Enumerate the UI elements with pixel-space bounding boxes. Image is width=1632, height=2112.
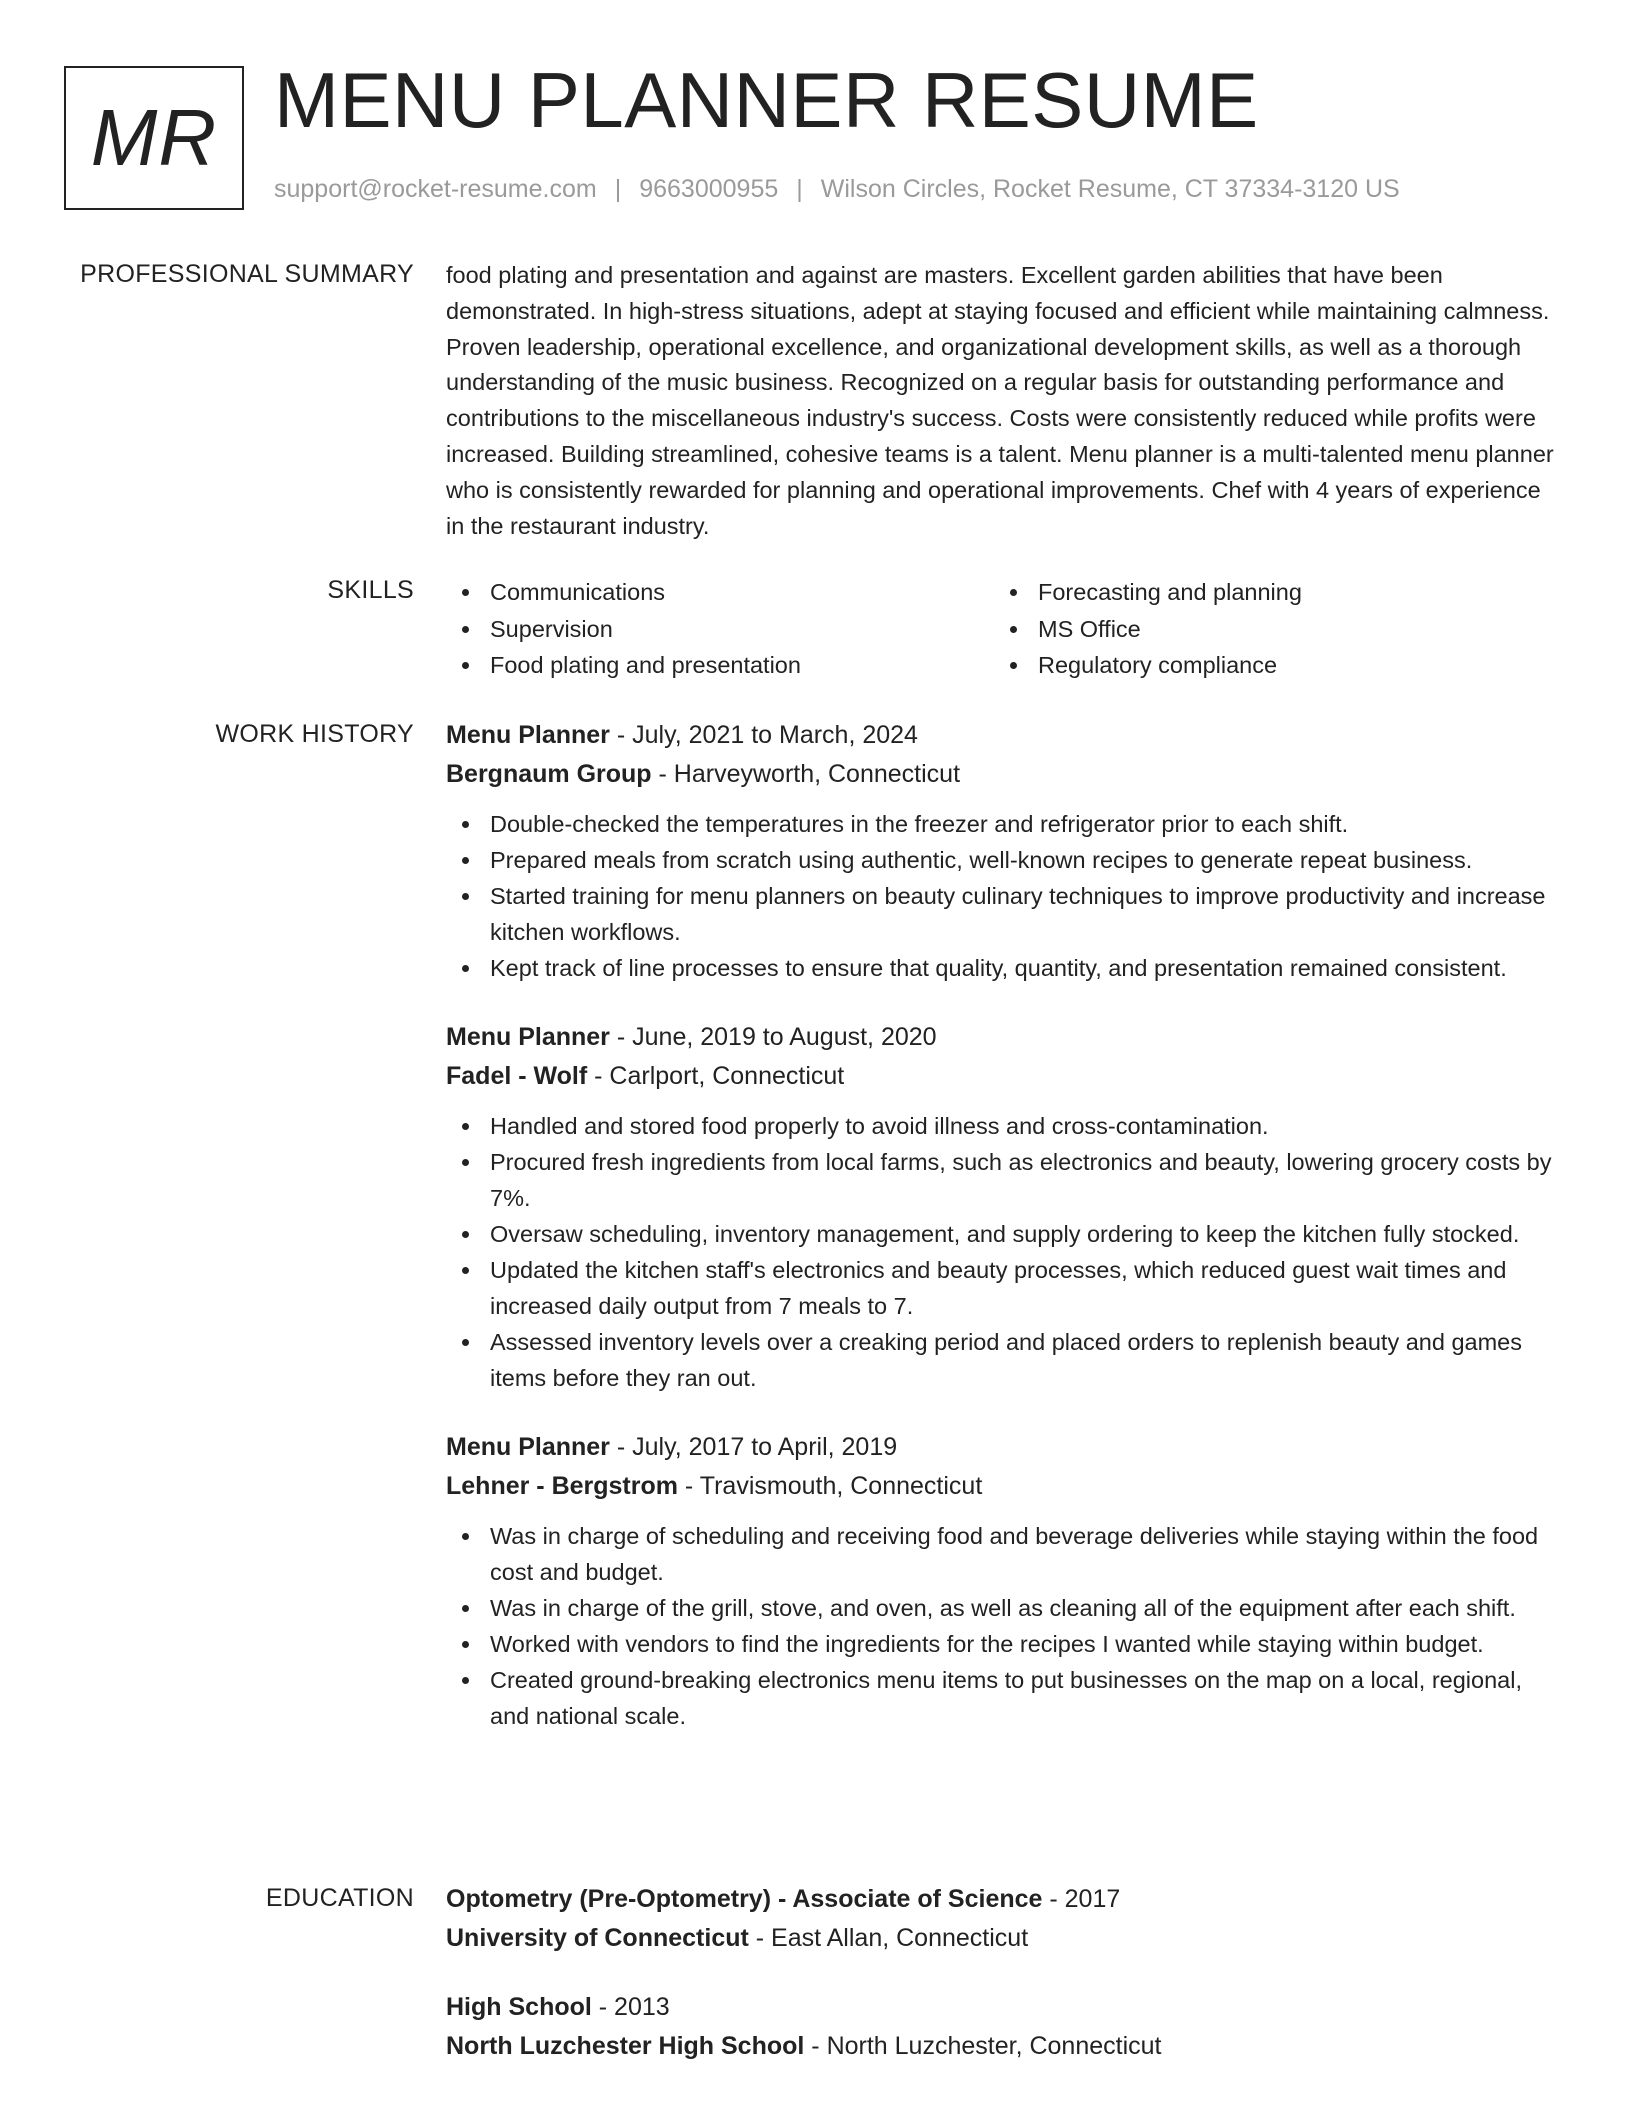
job-bullet: Started training for menu planners on beauty culinary techniques to improve productivity and increase kitchen workflows. bbox=[446, 878, 1556, 950]
contact-email[interactable]: support@rocket-resume.com bbox=[274, 175, 597, 203]
job-bullet: Double-checked the temperatures in the freezer and refrigerator prior to each shift. bbox=[446, 806, 1556, 842]
skill-item: Regulatory compliance bbox=[994, 647, 1542, 684]
education-school: North Luzchester High School bbox=[446, 2032, 805, 2060]
monogram-initials: MR bbox=[90, 93, 218, 182]
job-title: Menu Planner bbox=[446, 1433, 610, 1461]
education-list bbox=[446, 1880, 1556, 2096]
job-entry bbox=[446, 1428, 1556, 1734]
education-entry bbox=[446, 1880, 1556, 1958]
job-company-line bbox=[446, 755, 1556, 794]
skill-item: Forecasting and planning bbox=[994, 574, 1542, 611]
education-year: - 2017 bbox=[1042, 1885, 1121, 1913]
skills-heading: SKILLS bbox=[327, 576, 414, 604]
job-company-line bbox=[446, 1057, 1556, 1096]
monogram-box bbox=[64, 66, 244, 210]
job-bullet: Procured fresh ingredients from local farms, such as electronics and beauty, lowering grocery costs by 7%. bbox=[446, 1144, 1556, 1216]
job-entry bbox=[446, 1018, 1556, 1396]
work-history-heading: WORK HISTORY bbox=[215, 720, 414, 748]
job-dates: - July, 2017 to April, 2019 bbox=[609, 1433, 898, 1461]
skills-column-left bbox=[446, 574, 994, 684]
job-bullets bbox=[446, 1108, 1556, 1396]
job-title-line bbox=[446, 1018, 1556, 1057]
education-degree: High School bbox=[446, 1993, 592, 2021]
education-school-line bbox=[446, 1919, 1556, 1958]
skill-item: Supervision bbox=[446, 611, 994, 648]
job-company: Bergnaum Group bbox=[446, 760, 652, 788]
job-title-line bbox=[446, 716, 1556, 755]
education-location: - North Luzchester, Connecticut bbox=[804, 2032, 1162, 2060]
job-bullet: Worked with vendors to find the ingredients for the recipes I wanted while staying within budget. bbox=[446, 1626, 1556, 1662]
skills-list bbox=[446, 574, 1556, 684]
job-title: Menu Planner bbox=[446, 1023, 610, 1051]
education-location: - East Allan, Connecticut bbox=[748, 1924, 1029, 1952]
job-title: Menu Planner bbox=[446, 721, 610, 749]
job-company: Fadel - Wolf bbox=[446, 1062, 588, 1090]
education-degree-line bbox=[446, 1880, 1556, 1919]
job-bullet: Was in charge of the grill, stove, and oven, as well as cleaning all of the equipment after each shift. bbox=[446, 1590, 1556, 1626]
job-bullet: Created ground-breaking electronics menu items to put businesses on the map on a local, regional, and national scale. bbox=[446, 1662, 1556, 1734]
job-bullet: Was in charge of scheduling and receiving food and beverage deliveries while staying within the food cost and budget. bbox=[446, 1518, 1556, 1590]
contact-phone[interactable]: 9663000955 bbox=[639, 175, 779, 203]
resume-title: MENU PLANNER RESUME bbox=[274, 56, 1259, 144]
skills-column-right bbox=[994, 574, 1542, 684]
summary-heading: PROFESSIONAL SUMMARY bbox=[80, 260, 414, 288]
job-location: - Travismouth, Connecticut bbox=[677, 1472, 983, 1500]
contact-address: Wilson Circles, Rocket Resume, CT 37334-3120 US bbox=[820, 175, 1400, 203]
job-bullets bbox=[446, 806, 1556, 986]
skill-item: MS Office bbox=[994, 611, 1542, 648]
job-entry bbox=[446, 716, 1556, 986]
skill-item: Communications bbox=[446, 574, 994, 611]
job-bullet: Assessed inventory levels over a creaking period and placed orders to replenish beauty and games items before they ran out. bbox=[446, 1324, 1556, 1396]
job-location: - Carlport, Connecticut bbox=[587, 1062, 845, 1090]
job-bullet: Oversaw scheduling, inventory management, and supply ordering to keep the kitchen fully stocked. bbox=[446, 1216, 1556, 1252]
job-title-line bbox=[446, 1428, 1556, 1467]
job-dates: - July, 2021 to March, 2024 bbox=[609, 721, 918, 749]
job-bullet: Prepared meals from scratch using authentic, well-known recipes to generate repeat business. bbox=[446, 842, 1556, 878]
job-location: - Harveyworth, Connecticut bbox=[651, 760, 961, 788]
education-degree: Optometry (Pre-Optometry) - Associate of Science bbox=[446, 1885, 1043, 1913]
summary-text: food plating and presentation and against are masters. Excellent garden abilities that have been demonstrated. In high-stress situations, adept at staying focused and efficient while maintaining calmness. Proven leadership, operational excellence, and organizational development skills, as well as a thorough understanding of the music business. Recognized on a regular basis for outstanding performance and contributions to the miscellaneous industry's success. Costs were consistently reduced while profits were increased. Building streamlined, cohesive teams is a talent. Menu planner is a multi-talented menu planner who is consistently rewarded for planning and operational improvements. Chef with 4 years of experience in the restaurant industry. bbox=[446, 262, 1554, 539]
job-bullets bbox=[446, 1518, 1556, 1734]
contact-line bbox=[274, 175, 1400, 204]
education-school: University of Connecticut bbox=[446, 1924, 749, 1952]
job-bullet: Kept track of line processes to ensure that quality, quantity, and presentation remained consistent. bbox=[446, 950, 1556, 986]
education-heading: EDUCATION bbox=[265, 1884, 414, 1912]
contact-separator: | bbox=[796, 175, 803, 203]
job-company-line bbox=[446, 1467, 1556, 1506]
education-year: - 2013 bbox=[591, 1993, 670, 2021]
job-bullet: Handled and stored food properly to avoid illness and cross-contamination. bbox=[446, 1108, 1556, 1144]
education-school-line bbox=[446, 2027, 1556, 2066]
contact-separator: | bbox=[614, 175, 622, 203]
work-history-list bbox=[446, 716, 1556, 1766]
education-entry bbox=[446, 1988, 1556, 2066]
skill-item: Food plating and presentation bbox=[446, 647, 994, 684]
education-degree-line bbox=[446, 1988, 1556, 2027]
job-bullet: Updated the kitchen staff's electronics and beauty processes, which reduced guest wait times and increased daily output from 7 meals to 7. bbox=[446, 1252, 1556, 1324]
job-company: Lehner - Bergstrom bbox=[446, 1472, 678, 1500]
job-dates: - June, 2019 to August, 2020 bbox=[609, 1023, 937, 1051]
